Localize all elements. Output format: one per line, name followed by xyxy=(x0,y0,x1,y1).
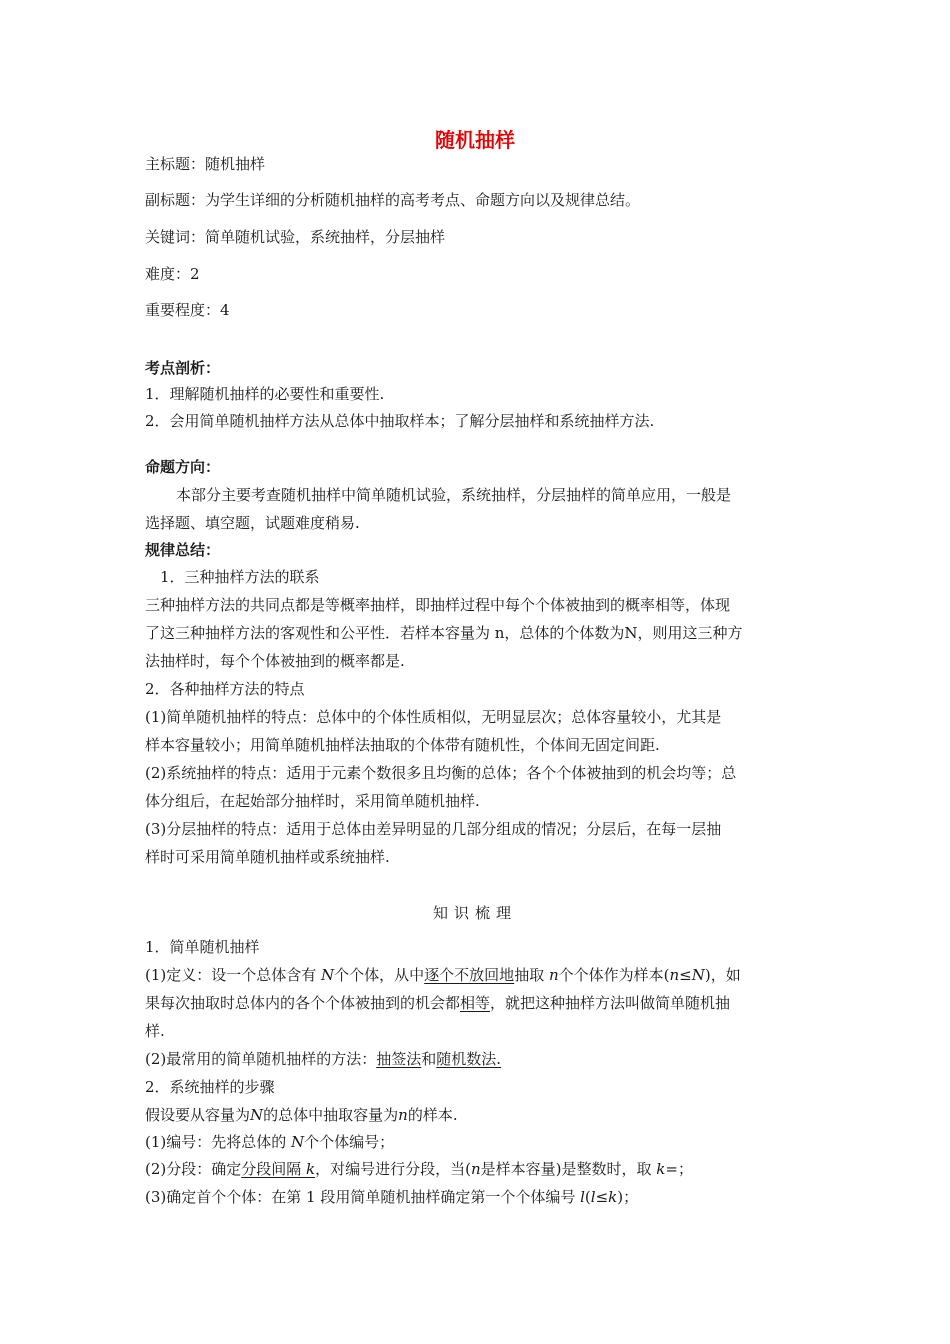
summary-s2-p1-line-1: (1)简单随机抽样的特点：总体中的个体性质相似，无明显层次；总体容量较小，尤其是 xyxy=(145,708,722,726)
analysis-heading: 考点剖析： xyxy=(145,359,221,377)
knowledge-definition-line-1: (1)定义：设一个总体含有 N个个体，从中逐个不放回地抽取 n个个体作为样本(n≤N)，如 xyxy=(145,966,741,984)
underline-method-2: 随机数法. xyxy=(436,1050,502,1068)
analysis-item-2: 2．会用简单随机抽样方法从总体中抽取样本；了解分层抽样和系统抽样方法. xyxy=(145,412,655,430)
summary-s2-p2-line-1: (2)系统抽样的特点：适用于元素个数很多且均衡的总体；各个个体被抽到的机会均等；总 xyxy=(145,764,737,782)
var-n: n xyxy=(548,966,559,984)
document-title: 随机抽样 xyxy=(435,128,515,152)
knowledge-s2-intro: 假设要从容量为N的总体中抽取容量为n的样本. xyxy=(145,1106,458,1124)
var-N: N xyxy=(321,966,335,984)
summary-s1-line-3: 法抽样时，每个个体被抽到的概率都是. xyxy=(145,652,405,670)
knowledge-heading: 知识梳理 xyxy=(432,904,517,922)
knowledge-s2-step-1: (1)编号：先将总体的 N个个体编号； xyxy=(145,1133,395,1151)
importance-line: 重要程度：4 xyxy=(145,301,230,319)
underline-term-2: 相等 xyxy=(460,994,491,1012)
summary-s2-p3-line-2: 样时可采用简单随机抽样或系统抽样. xyxy=(145,848,390,866)
condition-n-le-N: n≤N xyxy=(669,966,705,984)
direction-line-1: 本部分主要考查随机抽样中简单随机试验，系统抽样，分层抽样的简单应用，一般是 xyxy=(176,486,732,504)
sub-title-line: 副标题：为学生详细的分析随机抽样的高考考点、命题方向以及规律总结。 xyxy=(145,191,641,209)
knowledge-section-2-title: 2．系统抽样的步骤 xyxy=(145,1078,275,1096)
summary-section-2-title: 2．各种抽样方法的特点 xyxy=(145,680,305,698)
underline-method-1: 抽签法 xyxy=(376,1050,422,1068)
summary-s1-line-2: 了这三种抽样方法的客观性和公平性．若样本容量为 n，总体的个体数为N，则用这三种方 xyxy=(145,624,743,642)
summary-s2-p1-line-2: 样本容量较小；用简单随机抽样法抽取的个体带有随机性，个体间无固定间距. xyxy=(145,736,660,754)
summary-s1-line-1: 三种抽样方法的共同点都是等概率抽样，即抽样过程中每个个体被抽到的概率相等，体现 xyxy=(145,596,731,614)
knowledge-section-1-title: 1．简单随机抽样 xyxy=(145,938,260,956)
summary-section-1-title: 1．三种抽样方法的联系 xyxy=(160,568,320,586)
summary-heading: 规律总结： xyxy=(145,541,221,559)
knowledge-s2-step-2: (2)分段：确定分段间隔 k，对编号进行分段，当(n是样本容量)是整数时，取 k=； xyxy=(145,1160,693,1178)
direction-line-2: 选择题、填空题，试题难度稍易. xyxy=(145,514,360,532)
knowledge-methods-line: (2)最常用的简单随机抽样的方法：抽签法和随机数法. xyxy=(145,1050,502,1068)
analysis-item-1: 1．理解随机抽样的必要性和重要性. xyxy=(145,385,385,403)
knowledge-definition-line-3: 样. xyxy=(145,1022,165,1040)
summary-s2-p2-line-2: 体分组后，在起始部分抽样时，采用简单随机抽样. xyxy=(145,792,480,810)
underline-interval: 分段间隔 k xyxy=(241,1160,316,1178)
keywords-line: 关键词：简单随机试验，系统抽样，分层抽样 xyxy=(145,228,446,246)
main-title-line: 主标题：随机抽样 xyxy=(145,155,266,173)
difficulty-line: 难度：2 xyxy=(145,265,200,283)
summary-s2-p3-line-1: (3)分层抽样的特点：适用于总体由差异明显的几部分组成的情况；分层后，在每一层抽 xyxy=(145,820,722,838)
knowledge-s2-step-3: (3)确定首个个体：在第 1 段用简单随机抽样确定第一个个体编号 l(l≤k)； xyxy=(145,1188,639,1206)
knowledge-definition-line-2: 果每次抽取时总体内的各个个体被抽到的机会都相等，就把这种抽样方法叫做简单随机抽 xyxy=(145,994,731,1012)
underline-term-1: 逐个不放回地 xyxy=(424,966,515,984)
direction-heading: 命题方向： xyxy=(145,458,221,476)
